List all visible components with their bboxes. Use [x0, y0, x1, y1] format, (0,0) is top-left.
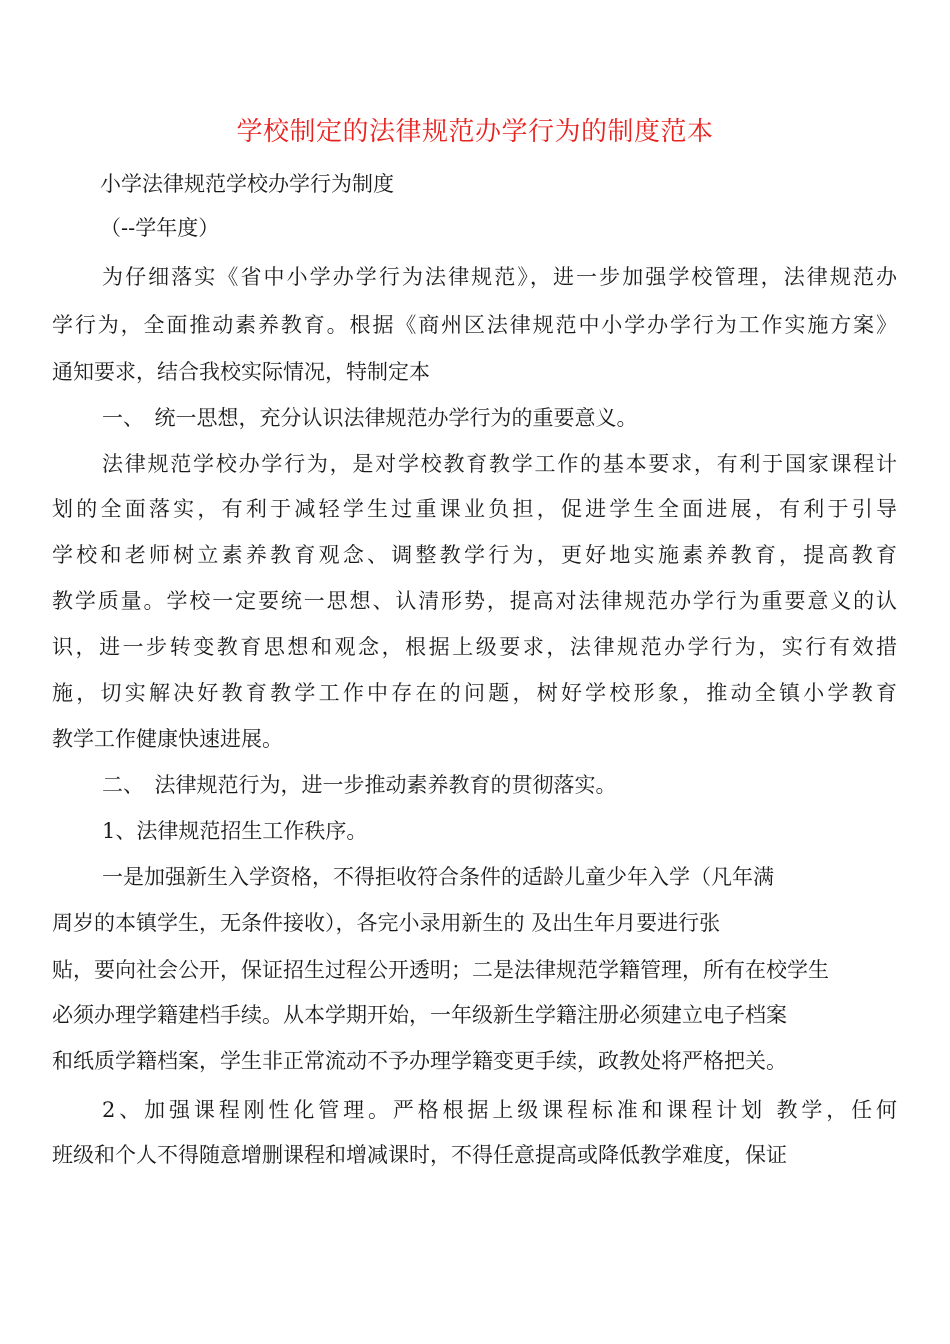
item1-line: 周岁的本镇学生，无条件接收），各完小录用新生的 及出生年月要进行张: [52, 911, 721, 935]
item1-line: 一是加强新生入学资格，不得拒收符合条件的适龄儿童少年入学（凡年满: [102, 865, 774, 889]
section1-line: 施，切实解决好教育教学工作中存在的问题，树好学校形象，推动全镇小学教育: [52, 681, 897, 705]
section-heading-1: 一、 统一思想，充分认识法律规范办学行为的重要意义。: [102, 406, 638, 430]
section1-line: 划的全面落实，有利于减轻学生过重课业负担，促进学生全面进展，有利于引导: [52, 497, 897, 521]
section1-line: 教学工作健康快速进展。: [52, 727, 283, 751]
school-year: （--学年度）: [100, 216, 220, 240]
item1-line: 贴，要向社会公开，保证招生过程公开透明；二是法律规范学籍管理，所有在校学生: [52, 958, 829, 982]
subtitle: 小学法律规范学校办学行为制度: [100, 172, 394, 196]
section1-line: 识，进一步转变教育思想和观念，根据上级要求，法律规范办学行为，实行有效措: [52, 635, 897, 659]
item2-line: 2、加强课程刚性化管理。严格根据上级课程标准和课程计划 教学，任何: [102, 1098, 897, 1122]
intro-line: 为仔细落实《省中小学办学行为法律规范》，进一步加强学校管理，法律规范办: [102, 265, 897, 289]
intro-line: 通知要求，结合我校实际情况，特制定本: [52, 360, 430, 384]
section-heading-2: 二、 法律规范行为，进一步推动素养教育的贯彻落实。: [102, 773, 617, 797]
section1-line: 法律规范学校办学行为，是对学校教育教学工作的基本要求，有利于国家课程计: [102, 452, 897, 476]
section1-line: 学校和老师树立素养教育观念、调整教学行为，更好地实施素养教育，提高教育: [52, 543, 897, 567]
item2-line: 班级和个人不得随意增删课程和增减课时，不得任意提高或降低教学难度，保证: [52, 1143, 787, 1167]
section1-line: 教学质量。学校一定要统一思想、认清形势，提高对法律规范办学行为重要意义的认: [52, 589, 897, 613]
item1-line: 必须办理学籍建档手续。从本学期开始，一年级新生学籍注册必须建立电子档案: [52, 1003, 787, 1027]
intro-line: 学行为，全面推动素养教育。根据《商州区法律规范中小学办学行为工作实施方案》: [52, 313, 897, 337]
item-heading-1: 1、法律规范招生工作秩序。: [102, 819, 368, 843]
document-title: 学校制定的法律规范办学行为的制度范本: [236, 117, 714, 147]
item1-line: 和纸质学籍档案，学生非正常流动不予办理学籍变更手续，政教处将严格把关。: [52, 1049, 787, 1073]
